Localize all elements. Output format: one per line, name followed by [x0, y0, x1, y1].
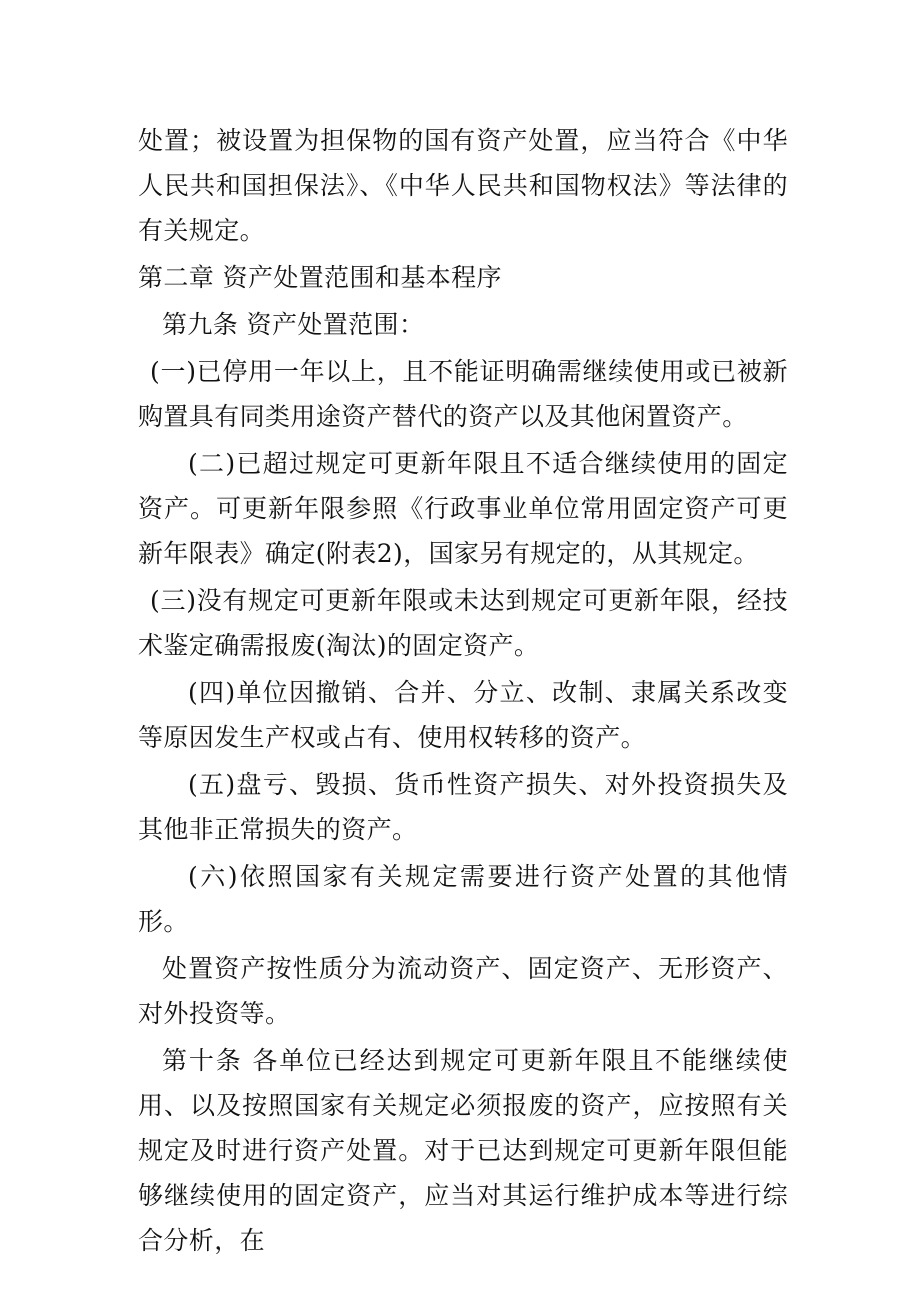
item-two: (二)已超过规定可更新年限且不适合继续使用的固定资产。可更新年限参照《行政事业单位常用固定资产可更新年限表》确定(附表2)，国家另有规定的，从其规定。: [138, 449, 788, 568]
chapter-heading: 第二章 资产处置范围和基本程序: [138, 263, 502, 292]
classification-paragraph: 处置资产按性质分为流动资产、固定资产、无形资产、对外投资等。: [138, 954, 788, 1028]
article-ten: 第十条 各单位已经达到规定可更新年限且不能继续使用、以及按照国家有关规定必须报废的资产，应按照有关规定及时进行资产处置。对于已达到规定可更新年限但能够继续使用的固定资产，应当对其运行维护成本等进行综合分析，在: [138, 1046, 788, 1255]
document-body: [138, 118, 788, 1263]
paragraph-guarantee-disposal: 处置；被设置为担保物的国有资产处置，应当符合《中华人民共和国担保法》、《中华人民共和国物权法》等法律的有关规定。: [138, 126, 788, 245]
article-nine-heading: 第九条 资产处置范围：: [162, 310, 425, 339]
item-one: (一)已停用一年以上，且不能证明确需继续使用或已被新购置具有同类用途资产替代的资产以及其他闲置资产。: [138, 357, 788, 431]
item-three: (三)没有规定可更新年限或未达到规定可更新年限，经技术鉴定确需报废(淘汰)的固定资产。: [138, 586, 788, 660]
item-six: (六)依照国家有关规定需要进行资产处置的其他情形。: [138, 862, 788, 936]
item-four: (四)单位因撤销、合并、分立、改制、隶属关系改变等原因发生产权或占有、使用权转移的资产。: [138, 678, 788, 752]
item-five: (五)盘亏、毁损、货币性资产损失、对外投资损失及其他非正常损失的资产。: [138, 770, 788, 844]
